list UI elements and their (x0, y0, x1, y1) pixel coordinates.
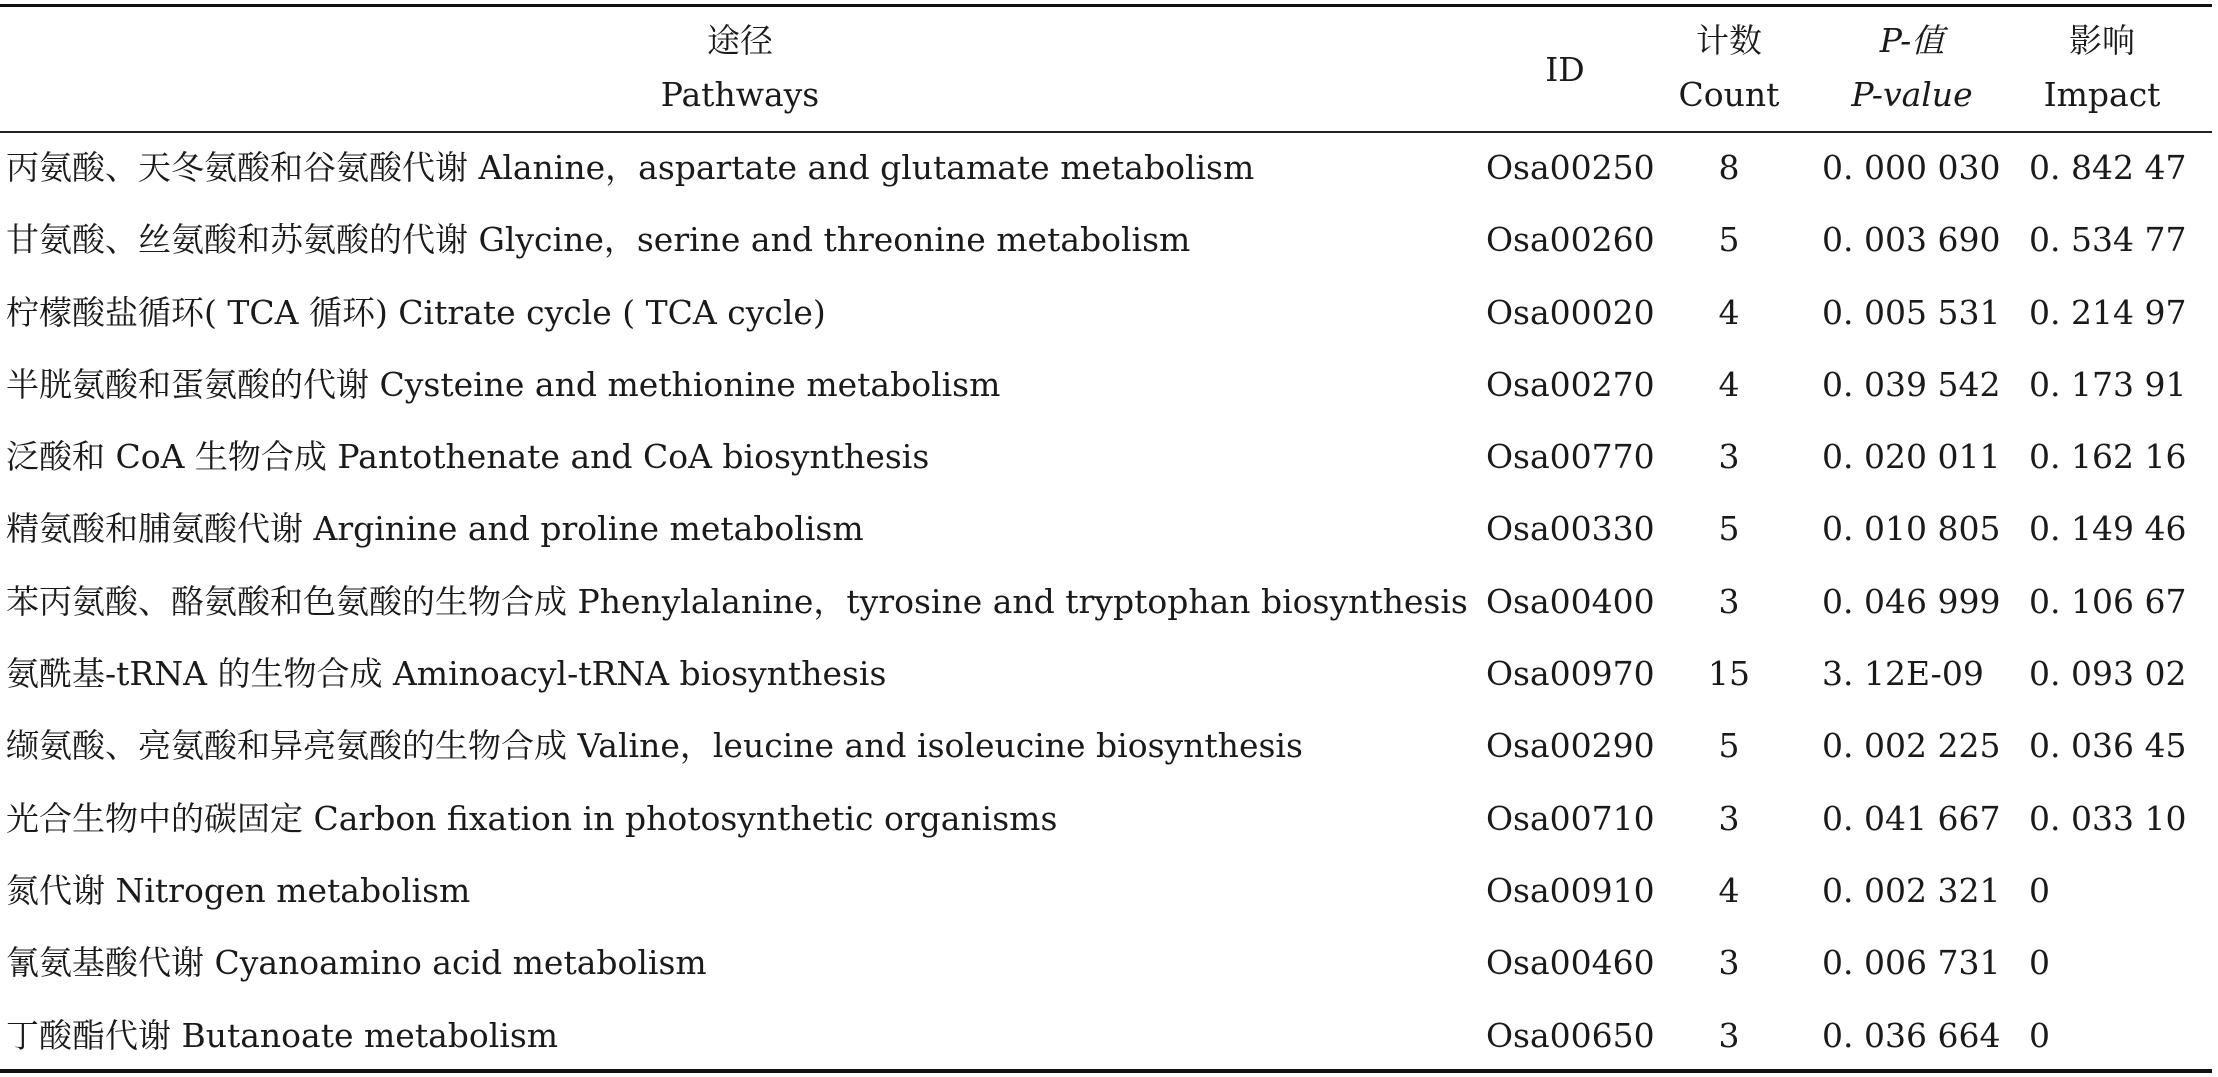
table-top-rule (0, 4, 2212, 7)
header-pathways-cn: 途径 (707, 21, 773, 60)
cell-impact: 0. 534 77 (2029, 220, 2187, 260)
cell-count: 3 (1718, 943, 1740, 983)
cell-pathway: 光合生物中的碳固定 Carbon fixation in photosynthetic organisms (6, 798, 1058, 838)
cell-pathway: 丙氨酸、天冬氨酸和谷氨酸代谢 Alanine，aspartate and glutamate metabolism (6, 148, 1255, 187)
cell-pathway: 氮代谢 Nitrogen metabolism (6, 870, 471, 910)
cell-id: Osa00910 (1486, 870, 1655, 910)
table-row (0, 571, 2212, 643)
cell-impact: 0. 106 67 (2029, 581, 2187, 621)
table-row (0, 715, 2212, 787)
cell-id: Osa00770 (1486, 437, 1655, 477)
cell-p-value: 3. 12E-09 (1822, 654, 1984, 694)
cell-impact: 0. 173 91 (2029, 364, 2187, 404)
cell-p-value: 0. 039 542 (1822, 364, 2001, 404)
cell-id: Osa00710 (1486, 798, 1655, 838)
header-impact (2012, 14, 2192, 126)
table-row (0, 426, 2212, 498)
header-count-en: Count (1678, 75, 1780, 114)
cell-p-value: 0. 002 225 (1822, 726, 2001, 766)
cell-p-value: 0. 005 531 (1822, 292, 2001, 332)
cell-p-value: 0. 036 664 (1822, 1015, 2001, 1055)
header-divider-rule (0, 131, 2212, 133)
header-impact-cn: 影响 (2069, 21, 2135, 60)
cell-p-value: 0. 003 690 (1822, 220, 2001, 260)
table-row (0, 1005, 2212, 1077)
cell-p-value: 0. 020 011 (1822, 437, 2001, 477)
table-bottom-rule (0, 1069, 2212, 1073)
header-count-cn: 计数 (1696, 21, 1762, 60)
cell-count: 15 (1708, 654, 1750, 694)
table-row (0, 282, 2212, 354)
header-id (1480, 14, 1650, 126)
cell-p-value: 0. 046 999 (1822, 581, 2001, 621)
cell-impact: 0. 842 47 (2029, 148, 2187, 187)
header-id-label: ID (1545, 50, 1585, 89)
cell-id: Osa00290 (1486, 726, 1655, 766)
table-row (0, 209, 2212, 281)
cell-count: 5 (1718, 509, 1740, 549)
cell-pathway: 缬氨酸、亮氨酸和异亮氨酸的生物合成 Valine，leucine and isoleucine biosynthesis (6, 726, 1303, 766)
cell-id: Osa00650 (1486, 1015, 1655, 1055)
cell-impact: 0. 214 97 (2029, 292, 2187, 332)
cell-pathway: 半胱氨酸和蛋氨酸的代谢 Cysteine and methionine metabolism (6, 364, 1001, 404)
cell-count: 4 (1718, 364, 1740, 404)
cell-pathway: 泛酸和 CoA 生物合成 Pantothenate and CoA biosynthesis (6, 437, 930, 477)
cell-p-value: 0. 010 805 (1822, 509, 2001, 549)
cell-count: 3 (1718, 437, 1740, 477)
header-p-cn: P-值 (1879, 21, 1945, 60)
table-row (0, 932, 2212, 1004)
cell-pathway: 甘氨酸、丝氨酸和苏氨酸的代谢 Glycine，serine and threonine metabolism (6, 220, 1191, 260)
table-row (0, 354, 2212, 426)
cell-pathway: 苯丙氨酸、酪氨酸和色氨酸的生物合成 Phenylalanine，tyrosine and tryptophan biosynthesis (6, 581, 1468, 621)
cell-count: 3 (1718, 581, 1740, 621)
cell-p-value: 0. 006 731 (1822, 943, 2001, 983)
cell-pathway: 精氨酸和脯氨酸代谢 Arginine and proline metabolism (6, 509, 864, 549)
table-body (0, 137, 2212, 1077)
cell-impact: 0. 149 46 (2029, 509, 2187, 549)
header-count (1664, 14, 1794, 126)
header-p-value (1812, 14, 2012, 126)
table-row (0, 643, 2212, 715)
cell-id: Osa00020 (1486, 292, 1655, 332)
header-pathways (0, 14, 1480, 126)
header-impact-en: Impact (2043, 75, 2161, 114)
table-row (0, 788, 2212, 860)
cell-count: 5 (1718, 220, 1740, 260)
cell-id: Osa00260 (1486, 220, 1655, 260)
cell-impact: 0 (2029, 1015, 2050, 1055)
cell-id: Osa00330 (1486, 509, 1655, 549)
cell-count: 4 (1718, 870, 1740, 910)
table-row (0, 137, 2212, 209)
cell-impact: 0. 162 16 (2029, 437, 2187, 477)
cell-count: 3 (1718, 1015, 1740, 1055)
cell-count: 3 (1718, 798, 1740, 838)
cell-pathway: 氨酰基-tRNA 的生物合成 Aminoacyl-tRNA biosynthesis (6, 654, 887, 694)
cell-id: Osa00250 (1486, 148, 1655, 187)
cell-p-value: 0. 041 667 (1822, 798, 2001, 838)
cell-p-value: 0. 002 321 (1822, 870, 2001, 910)
cell-impact: 0. 093 02 (2029, 654, 2187, 694)
cell-impact: 0. 036 45 (2029, 726, 2187, 766)
cell-pathway: 柠檬酸盐循环( TCA 循环) Citrate cycle ( TCA cycle) (6, 292, 826, 332)
cell-impact: 0 (2029, 870, 2050, 910)
cell-p-value: 0. 000 030 (1822, 148, 2001, 187)
cell-count: 8 (1718, 148, 1740, 187)
table-row (0, 860, 2212, 932)
cell-count: 5 (1718, 726, 1740, 766)
cell-id: Osa00400 (1486, 581, 1655, 621)
cell-impact: 0. 033 10 (2029, 798, 2187, 838)
cell-id: Osa00460 (1486, 943, 1655, 983)
cell-pathway: 氰氨基酸代谢 Cyanoamino acid metabolism (6, 943, 707, 983)
header-pathways-en: Pathways (660, 75, 820, 114)
cell-pathway: 丁酸酯代谢 Butanoate metabolism (6, 1015, 559, 1055)
cell-count: 4 (1718, 292, 1740, 332)
cell-impact: 0 (2029, 943, 2050, 983)
header-p-en: P-value (1851, 75, 1973, 114)
table-row (0, 498, 2212, 570)
cell-id: Osa00970 (1486, 654, 1655, 694)
cell-id: Osa00270 (1486, 364, 1655, 404)
